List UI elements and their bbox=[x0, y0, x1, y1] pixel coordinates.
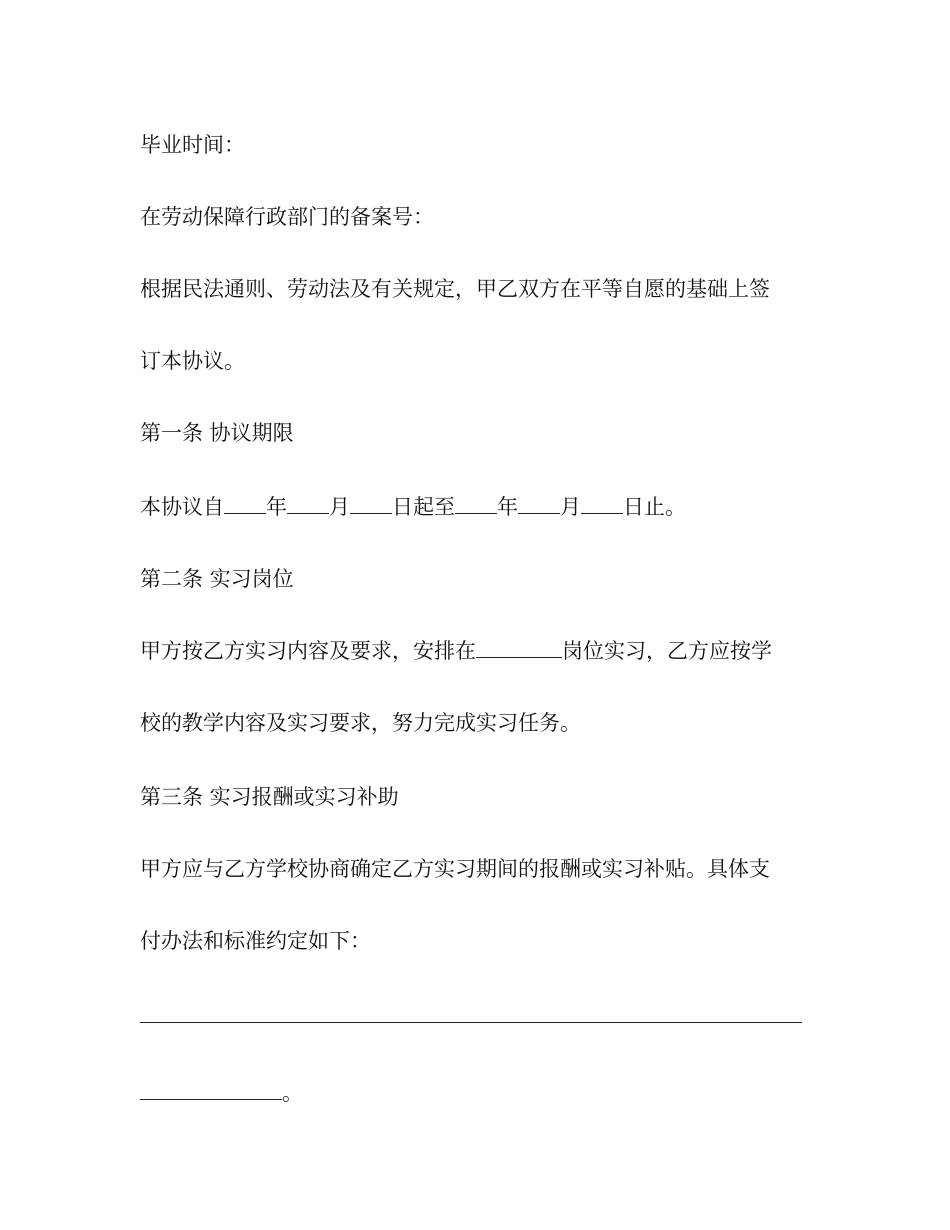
article-2-line-2: 校的教学内容及实习要求，努力完成实习任务。 bbox=[140, 711, 581, 735]
article-1-text bbox=[140, 492, 686, 522]
payment-terms-blank-line bbox=[140, 1022, 802, 1023]
blank-start-day bbox=[350, 493, 392, 514]
article-3-title: 第三条 实习报酬或实习补助 bbox=[140, 785, 399, 809]
blank-start-year bbox=[224, 493, 266, 514]
article-2-line-1-part-b: 岗位实习，乙方应按学 bbox=[562, 639, 772, 663]
article-1-text-part: 日起至 bbox=[392, 495, 455, 519]
blank-start-month bbox=[287, 493, 329, 514]
article-1-text-part: 年 bbox=[266, 495, 287, 519]
blank-position bbox=[476, 637, 562, 658]
article-3-line-2: 付办法和标准约定如下： bbox=[140, 929, 371, 953]
article-1-title: 第一条 协议期限 bbox=[140, 421, 294, 445]
article-1-text-part: 年 bbox=[497, 495, 518, 519]
article-2-line-1-part-a: 甲方按乙方实习内容及要求，安排在 bbox=[140, 639, 476, 663]
blank-end-month bbox=[518, 493, 560, 514]
intro-line-2: 订本协议。 bbox=[140, 349, 245, 373]
article-1-text-part: 日止。 bbox=[623, 495, 686, 519]
blank-end-day bbox=[581, 493, 623, 514]
payment-terms-short-blank bbox=[140, 1079, 282, 1100]
article-3-line-1: 甲方应与乙方学校协商确定乙方实习期间的报酬或实习补贴。具体支 bbox=[140, 857, 770, 881]
article-2-title: 第二条 实习岗位 bbox=[140, 567, 294, 591]
blank-end-year bbox=[455, 493, 497, 514]
end-mark: 。 bbox=[282, 1081, 303, 1105]
article-1-text-part: 月 bbox=[560, 495, 581, 519]
article-1-text-part: 月 bbox=[329, 495, 350, 519]
record-number-label: 在劳动保障行政部门的备案号： bbox=[140, 205, 434, 229]
intro-line-1: 根据民法通则、劳动法及有关规定，甲乙双方在平等自愿的基础上签 bbox=[140, 277, 770, 301]
article-1-text-part: 本协议自 bbox=[140, 495, 224, 519]
article-2-line-1 bbox=[140, 636, 772, 666]
payment-terms-blank-end bbox=[140, 1078, 303, 1108]
graduation-time-label: 毕业时间： bbox=[140, 133, 245, 157]
